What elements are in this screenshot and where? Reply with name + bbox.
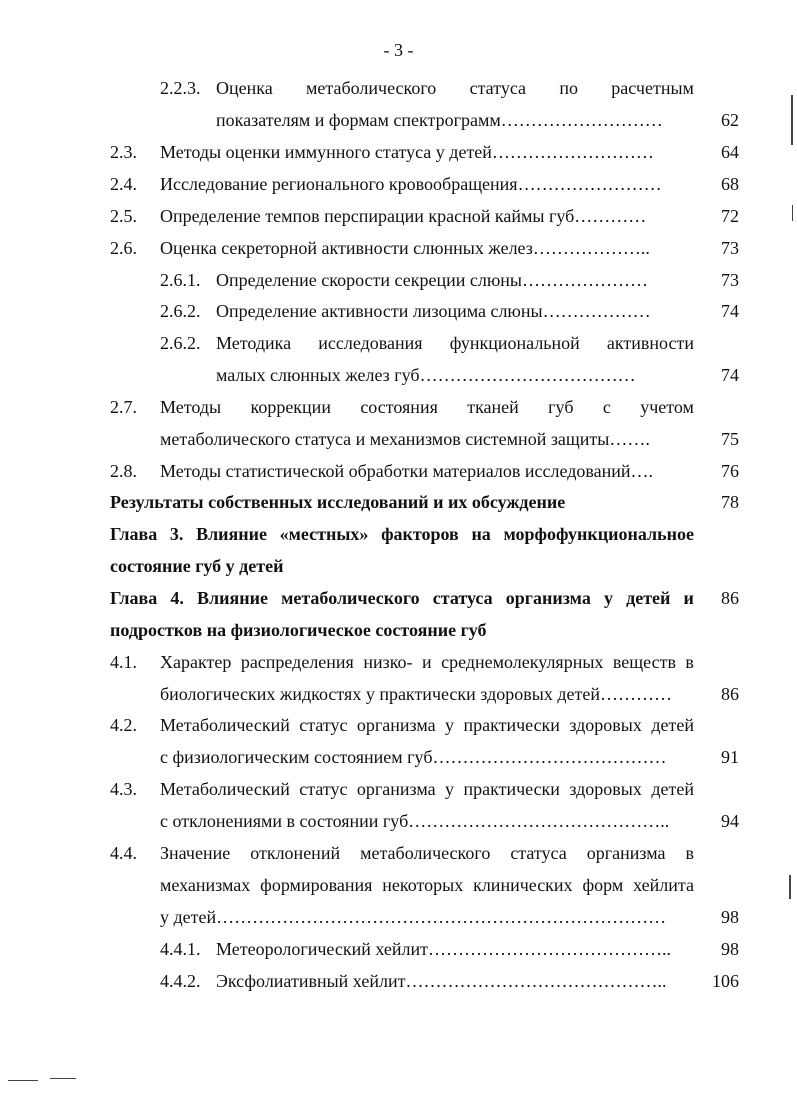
entry-page: 98 [721,907,739,927]
entry-number: 2.7. [110,397,137,417]
entry-number: 2.6. [110,238,137,258]
entry-title-cont: у детей………………………………………………………………… [160,907,667,927]
entry-page: 74 [721,301,739,321]
entry-title: Исследование регионального кровообращения…………………… [160,174,662,194]
entry-title: Определение скорости секреции слюны………………… [216,270,648,290]
entry-title-cont: показателям и формам спектрограмм……………………… [216,110,663,130]
entry-title-cont: с отклонениями в состоянии губ…………………………………….. [160,811,670,831]
entry-title-cont: малых слюнных желез губ……………………………… [216,365,636,385]
entry-number: 2.2.3. [160,78,201,98]
entry-page: 75 [721,429,739,449]
entry-number: 2.6.2. [160,333,201,353]
chapter-heading-cont: подростков на физиологическое состояние губ [110,620,487,640]
entry-number: 2.3. [110,142,137,162]
entry-title: Методы коррекции состояния тканей губ с учетом [160,397,694,417]
entry-number: 2.5. [110,206,137,226]
scan-artifact [792,205,793,221]
scan-artifact [50,1078,76,1079]
section-heading: Результаты собственных исследований и их обсуждение [110,492,566,512]
entry-page: 78 [721,492,739,512]
entry-title: Метаболический статус организма у практически здоровых детей [160,715,694,735]
entry-title: Метеорологический хейлит………………………………….. [216,939,672,959]
entry-title: Эксфолиативный хейлит…………………………………….. [216,971,667,991]
chapter-heading: Глава 3. Влияние «местных» факторов на морфофункциональное [110,524,694,544]
scan-artifact [789,875,791,899]
entry-title: Определение активности лизоцима слюны……………… [216,301,651,321]
page-number: - 3 - [383,40,414,60]
entry-title-cont: с физиологическим состоянием губ………………………………… [160,747,667,767]
entry-number: 4.2. [110,715,137,735]
entry-title: Методы статистической обработки материалов исследований…. [160,461,654,481]
entry-number: 2.6.2. [160,301,201,321]
entry-page: 76 [721,461,739,481]
entry-number: 4.3. [110,779,137,799]
entry-title-cont: механизмах формирования некоторых клинических форм хейлита [160,875,694,895]
entry-number: 4.4.1. [160,939,201,959]
entry-page: 72 [721,206,739,226]
entry-number: 2.8. [110,461,137,481]
chapter-heading: Глава 4. Влияние метаболического статуса организма у детей и [110,588,694,608]
entry-number: 4.4. [110,843,137,863]
entry-page: 94 [721,811,739,831]
entry-title: Оценка секреторной активности слюнных желез……………….. [160,238,650,258]
entry-title: Оценка метаболического статуса по расчетным [216,78,694,98]
entry-title-cont: метаболического статуса и механизмов системной защиты……. [160,429,650,449]
entry-title: Методика исследования функциональной активности [216,333,694,353]
entry-page: 86 [721,684,739,704]
entry-page: 64 [721,142,739,162]
entry-number: 2.4. [110,174,137,194]
entry-page: 74 [721,365,739,385]
scan-artifact [791,95,793,145]
scan-artifact [8,1080,38,1081]
entry-number: 4.1. [110,652,137,672]
entry-page: 73 [721,270,739,290]
entry-page: 73 [721,238,739,258]
entry-title: Значение отклонений метаболического статуса организма в [160,843,694,863]
entry-title: Метаболический статус организма у практически здоровых детей [160,779,694,799]
entry-title-cont: биологических жидкостях у практически здоровых детей………… [160,684,672,704]
entry-title: Характер распределения низко- и среднемолекулярных веществ в [160,652,694,672]
entry-title: Методы оценки иммунного статуса у детей……………………… [160,142,654,162]
entry-page: 91 [721,747,739,767]
entry-number: 4.4.2. [160,971,201,991]
entry-page: 98 [721,939,739,959]
entry-number: 2.6.1. [160,270,201,290]
entry-page: 68 [721,174,739,194]
entry-title: Определение темпов перспирации красной каймы губ………… [160,206,647,226]
entry-page: 86 [721,588,739,608]
entry-page: 106 [712,971,739,991]
chapter-heading-cont: состояние губ у детей [110,556,284,576]
entry-page: 62 [721,110,739,130]
